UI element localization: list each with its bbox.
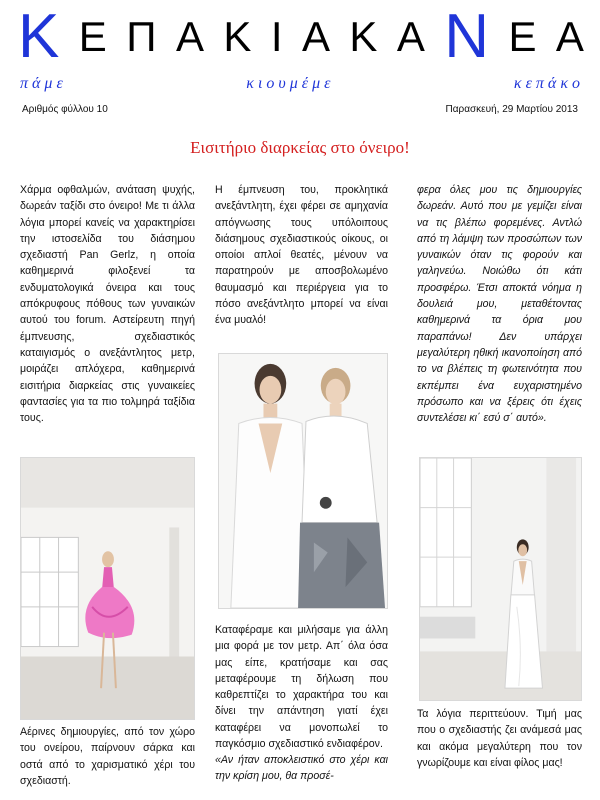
photo-pink-dress — [20, 457, 195, 720]
column-3-quote: φερα όλες μου τις δημιουργίες δωρεάν. Αυτό που με γεμίζει είναι να τις βλέπω φορεμένες. Αντλώ από τη λάμψη των προσώπων των γυναικών όταν τις φορούν και γαληνεύω. Νοιώθω ότι κάτι προσφέρω. Έτσι αποκτά νόημα η δουλειά μου, μεταθέτοντας καθημερινά τα όρια μου παραπάνω! Δεν υπάρχει μεγαλύτερη ηθική ικανοποίηση από το να βλέπεις τη φωτεινότητα που εκπέμπει ένα ευχαριστημένο πρόσωπο και να ξέρεις ότι έχεις συντελέσει κι΄ εσύ σ΄ αυτό». — [417, 184, 582, 425]
masthead-letter: Α — [555, 13, 584, 60]
masthead-letter: Α — [301, 13, 330, 60]
masthead — [18, 4, 584, 74]
column-3-caption: Τα λόγια περιττεύουν. Τιμή μας που ο σχεδιαστής ζει ανάμεσά μας και ακόμα μεγαλύτερη που τον γνωρίζουμε και είναι φίλος μας! — [417, 708, 582, 769]
masthead-letter: Κ — [349, 13, 378, 60]
photo-two-models — [218, 353, 388, 609]
masthead-letter: Ε — [508, 13, 537, 60]
tagline-word: κ ι ο υ μ έ μ ε — [246, 75, 331, 92]
column-2-quote-start: «Αν ήταν αποκλειστικό στο χέρι και την κρίση μου, θα προσέ- — [215, 754, 388, 783]
masthead-letter: Κ — [223, 13, 252, 60]
tagline-word: π ά μ ε — [20, 75, 63, 92]
column-2-text: Η έμπνευση του, προκλητικά ανεξάντλητη, έχει φέρει σε αμηχανία απόγνωσης τους υπόλοιπους διάσημους σχεδιαστικούς οίκους, οι οποίοι απλοί θεατές, μένουν να παρατηρούν με αποσβολωμένο θαυμασμό και περιέργεια για το πόσο ανεξάντλητο μπορεί να είναι ένα μυαλό! — [215, 184, 388, 327]
masthead-tagline — [20, 75, 580, 93]
masthead-capital-2: Ν — [444, 2, 490, 71]
masthead-letter: Π — [126, 13, 157, 60]
issue-number: Αριθμός φύλλου 10 — [22, 104, 108, 115]
masthead-capital-1: Κ — [18, 2, 60, 71]
photo-pink-dress-image — [21, 458, 194, 719]
photo-two-models-image — [219, 354, 387, 608]
photo-white-gown-image — [420, 458, 581, 700]
column-2-bottom-text: Καταφέραμε και μιλήσαμε για άλλη μια φορά με τον μετρ. Απ΄ όλα όσα μας είπε, κρατήσαμε και σας μεταφέρουμε τη δήλωση που καθρεπτίζει το χαρακτήρα του και δίνει την απάντηση γιατί έχει καταφέρει να μονοπωλεί το παγκόσμιο σχεδιαστικό ενδιαφέρον. — [215, 624, 388, 751]
column-1-text: Χάρμα οφθαλμών, ανάταση ψυχής, δωρεάν ταξίδι στο όνειρο! Με τι άλλα λόγια μπορεί κανείς να χαρακτηρίσει την ιστοσελίδα του διάσημου σχεδιαστή Pan Gerlz, η οποία καθημερινά φιλοξενεί τα ενδυματολογικά όνειρα και τους απόκρυφους πόθους των γυναικών αυτού του forum. Αστείρευτη πηγή έμπνευσης, σχεδιαστικός καταιγισμός ο ανεξάντλητος μετρ, μοιράζει απλόχερα, καθημερινά εισιτήρια διαρκείας στις γυναικείες φαντασίες για τα πιο τολμηρά ταξίδια τους. — [20, 184, 195, 425]
masthead-letter: Α — [396, 13, 425, 60]
article-headline: Εισιτήριο διαρκείας στο όνειρο! — [190, 138, 410, 157]
masthead-letter: Ι — [270, 13, 283, 60]
masthead-title — [18, 4, 584, 70]
masthead-letter: Α — [175, 13, 204, 60]
masthead-letter: Ε — [78, 13, 107, 60]
photo-white-gown — [419, 457, 582, 701]
issue-date: Παρασκευή, 29 Μαρτίου 2013 — [445, 104, 578, 115]
tagline-word: κ ε π ά κ ο — [513, 75, 580, 92]
column-1-caption: Αέρινες δημιουργίες, από τον χώρο του ονείρου, παίρνουν σάρκα και οστά από το χαρισματικό χέρι του σχεδιαστή. — [20, 726, 195, 787]
